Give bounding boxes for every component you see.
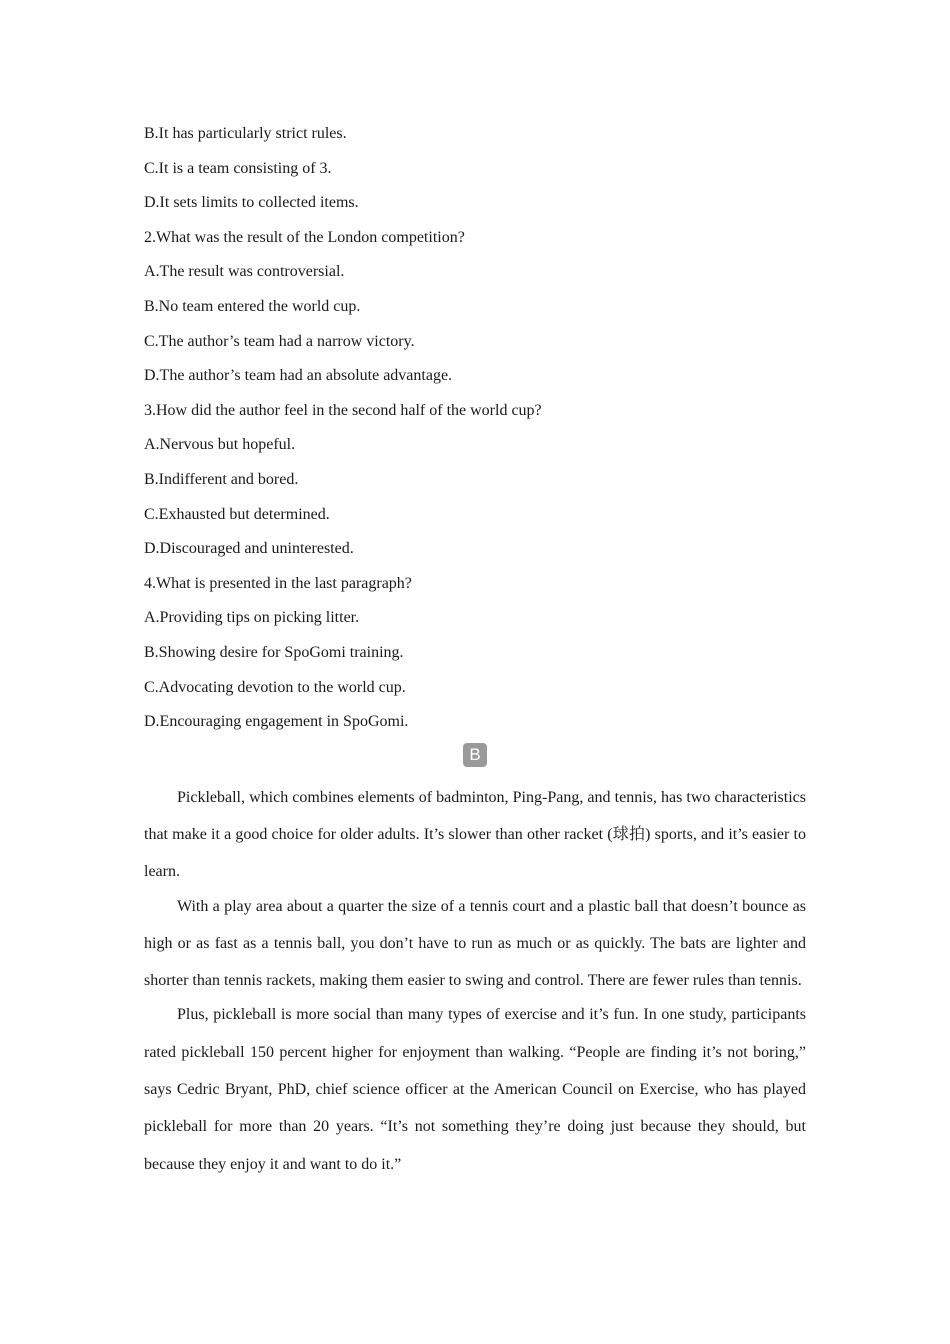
passage-paragraph: Pickleball, which combines elements of badminton, Ping-Pang, and tennis, has two characteristics that make it a good choice for older adults. It’s slower than other racket (球拍) sports, and it’s easier to learn.	[144, 788, 806, 881]
option-d-q2: D.The author’s team had an absolute advantage.	[144, 367, 453, 385]
option-a-q3: A.Nervous but hopeful.	[144, 436, 296, 454]
question-2: 2.What was the result of the London competition?	[144, 228, 465, 246]
section-header	[144, 743, 806, 767]
option-d-q1: D.It sets limits to collected items.	[144, 194, 359, 212]
option-a-q2: A.The result was controversial.	[144, 263, 345, 281]
option-b-q2: B.No team entered the world cup.	[144, 297, 361, 315]
option-b-q3: B.Indifferent and bored.	[144, 470, 299, 488]
question-options	[144, 124, 806, 732]
passage-paragraph: With a play area about a quarter the size of a tennis court and a plastic ball that doesn’t bounce as high or as fast as a tennis ball, you don’t have to run as much or as quickly. The bats are lighter and shorter than tennis rackets, making them easier to swing and control. There are fewer rules than tennis.	[144, 897, 806, 990]
passage	[144, 779, 806, 1183]
question-4: 4.What is presented in the last paragraph?	[144, 574, 412, 592]
option-c-q4: C.Advocating devotion to the world cup.	[144, 678, 406, 696]
option-c-q1: C.It is a team consisting of 3.	[144, 159, 332, 177]
option-c-q3: C.Exhausted but determined.	[144, 505, 330, 523]
section-badge: B	[463, 743, 487, 767]
option-a-q4: A.Providing tips on picking litter.	[144, 609, 360, 627]
passage-paragraph: Plus, pickleball is more social than many types of exercise and it’s fun. In one study, participants rated pickleball 150 percent higher for enjoyment than walking. “People are finding it’s not boring,” says Cedric Bryant, PhD, chief science officer at the American Council on Exercise, who has played pickleball for more than 20 years. “It’s not something they’re doing just because they should, but because they enjoy it and want to do it.”	[144, 1006, 806, 1173]
question-3: 3.How did the author feel in the second half of the world cup?	[144, 401, 542, 419]
option-c-q2: C.The author’s team had a narrow victory.	[144, 332, 415, 350]
document-page	[144, 124, 806, 1180]
option-d-q4: D.Encouraging engagement in SpoGomi.	[144, 713, 409, 731]
option-d-q3: D.Discouraged and uninterested.	[144, 540, 354, 558]
option-b-q4: B.Showing desire for SpoGomi training.	[144, 643, 404, 661]
option-b-q1: B.It has particularly strict rules.	[144, 125, 347, 142]
